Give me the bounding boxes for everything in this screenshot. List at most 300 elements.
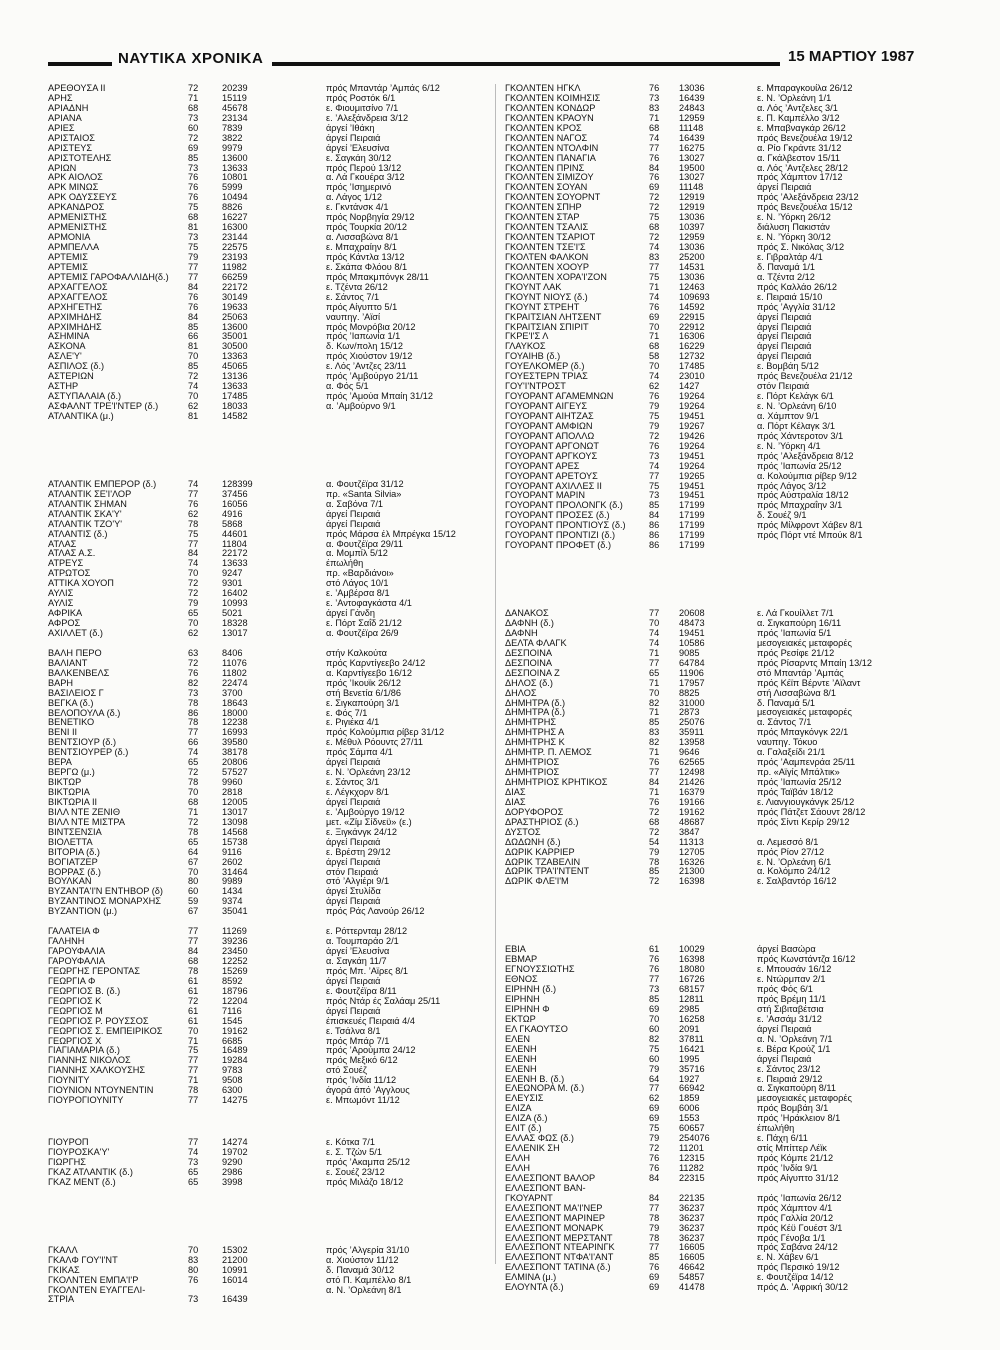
ship-position: άργεί Πειραιά	[757, 321, 812, 332]
ship-row	[48, 579, 488, 589]
build-year: 77	[188, 926, 199, 937]
ship-position: α. Τουμπαράο 2/1	[326, 936, 399, 947]
ship-position: άργεί ’Ελευσίνα	[326, 142, 390, 153]
tonnage: 68157	[679, 984, 705, 995]
build-year: 84	[649, 1172, 660, 1183]
build-year: 65	[188, 1176, 199, 1187]
ship-row	[48, 193, 488, 203]
build-year: 76	[188, 182, 199, 193]
ship-row	[505, 1025, 955, 1035]
tonnage: 16993	[222, 727, 248, 738]
build-year: 76	[188, 192, 199, 203]
ship-row	[48, 937, 488, 947]
build-year: 68	[649, 341, 660, 352]
ship-position: α. Σαβόνα 7/1	[326, 498, 384, 509]
ship-name: ΓΕΩΡΓΙΟΣ Κ	[48, 995, 102, 1006]
tonnage: 16439	[679, 132, 705, 143]
build-year: 72	[188, 132, 199, 143]
build-year: 76	[649, 391, 660, 402]
ship-row	[48, 1295, 488, 1305]
tonnage: 13036	[679, 271, 705, 282]
ship-position: έπισκευές Πειραιά 4/4	[326, 1015, 415, 1026]
ship-name: ΓΚΟΛΝΤΕΝ ΚΡΟΣ	[505, 122, 582, 133]
ship-position: ε. Βομβάη 5/12	[757, 361, 819, 372]
build-year: 79	[188, 251, 199, 262]
tonnage: 14275	[222, 1095, 248, 1106]
tonnage: 48473	[679, 618, 705, 628]
ship-name: ΕΛΛΕΣΠΟΝΤ ΝΤΦΑ'Ι'ΑΝΤ	[505, 1252, 614, 1263]
ship-name: ΓΛΑΥΚΟΣ	[505, 341, 546, 352]
ship-row	[48, 84, 488, 94]
ship-name: ΓΚΟΛΝΤΕΝ ΚΡΑΟΥΝ	[505, 112, 594, 123]
ship-position: α. Κολούμπια ρίβερ 9/12	[757, 470, 857, 481]
tonnage: 11313	[679, 836, 704, 847]
ship-row	[48, 1286, 488, 1296]
tonnage: 30149	[222, 291, 248, 302]
ship-name: ΓΟΥΟΡΑΝΤ ΠΡΟΛΟΝΓΚ (δ.)	[505, 500, 623, 511]
build-year: 77	[649, 974, 660, 985]
build-year: 68	[188, 956, 199, 966]
ship-row	[48, 629, 488, 639]
ship-name: ΓΟΥΟΡΑΝΤ ΑΓΑΜΕΜΝΩΝ	[505, 391, 614, 402]
ship-position: πρός Ταϊβάν 18/12	[757, 786, 834, 797]
build-year: 77	[649, 261, 660, 272]
ship-row	[48, 679, 488, 689]
build-year: 75	[649, 212, 660, 223]
ship-name: ΔΗΜΗΤΡΑ (δ.)	[505, 697, 566, 708]
tonnage: 9301	[222, 578, 243, 589]
ship-position: πρός Πάτζετ Σάουντ 28/12	[757, 806, 866, 817]
tonnage: 4916	[222, 508, 243, 519]
ship-row	[48, 1066, 488, 1076]
build-year: 76	[649, 954, 660, 965]
ship-name: ΔΑΝΑΚΟΣ	[505, 608, 549, 619]
tonnage: 3822	[222, 132, 243, 143]
ship-position: ε. ’Αλεξάνδρεια 3/12	[326, 112, 409, 123]
ship-position: πρός Μπαχραΐην 3/1	[757, 500, 843, 511]
tonnage: 9247	[222, 568, 243, 579]
tonnage: 19264	[679, 401, 705, 411]
build-year: 68	[649, 122, 660, 133]
tonnage: 10397	[679, 222, 705, 233]
build-year: 77	[188, 538, 199, 549]
build-year: 65	[649, 667, 660, 678]
ship-name: ΕΛΛΕΣΠΟΝΤ ΜΕΡΣΤΑΝΤ	[505, 1232, 613, 1243]
ship-position: άγορά άπό ’Αγγλους	[326, 1085, 410, 1096]
ship-name: ΕΒΙΑ	[505, 944, 526, 955]
tonnage: 11148	[679, 122, 704, 133]
ship-name: ΔΙΑΣ	[505, 796, 526, 807]
ship-row	[48, 1148, 488, 1158]
ship-position: α. Σαγκάη 11/7	[326, 956, 387, 966]
ship-position: πρός Μίλφροντ Χάβεν 8/1	[757, 520, 863, 531]
ship-position: πρός Φός 6/1	[757, 984, 813, 995]
build-year: 80	[188, 1264, 199, 1275]
ship-name: ΑΡΕΘΟΥΣΑ ΙΙ	[48, 83, 106, 93]
ship-position: πρός Αύστραλία 18/12	[757, 490, 849, 501]
ship-name: ΔΕΣΠΟΙΝΑ	[505, 657, 553, 668]
build-year: 84	[649, 510, 660, 521]
ship-row	[48, 569, 488, 579]
ship-name: ΒΙΚΤΩΡΙΑ	[48, 787, 90, 797]
ship-position: πρός Γένοβα 1/1	[757, 1232, 826, 1243]
ship-position: α. Σιγκαπούρη 8/11	[757, 1083, 836, 1094]
ship-position: πρός ’Ιαπωνία 5/1	[757, 627, 832, 638]
ship-position: ε. Ν. ’Ορλεάνη 6/10	[757, 401, 837, 411]
tonnage: 13098	[222, 816, 248, 827]
ship-position: πρός Χάμπτον 4/1	[757, 1202, 833, 1213]
ship-name: ΕΛΕΝΗ	[505, 1053, 537, 1064]
build-year: 69	[649, 1103, 660, 1114]
ship-row	[505, 1104, 955, 1114]
ship-position: πρός ’Ινδία 11/12	[326, 1075, 397, 1086]
build-year: 71	[649, 112, 660, 123]
ship-position: α. Καρντίγεεβο 16/12	[326, 667, 412, 678]
ship-name: ΓΚΟΛΝΤΕΝ ΣΠΗΡ	[505, 202, 582, 213]
ship-name: ΔΩΔΩΝΗ (δ.)	[505, 836, 561, 847]
ship-row	[505, 985, 955, 995]
tonnage: 35716	[679, 1063, 705, 1074]
tonnage: 13600	[222, 152, 248, 163]
tonnage: 10586	[679, 637, 705, 648]
tonnage: 16439	[679, 92, 705, 103]
build-year: 72	[188, 767, 199, 778]
ship-row	[48, 1276, 488, 1286]
ship-row	[48, 1256, 488, 1266]
ship-name: ΔΕΛΤΑ ΦΛΑΓΚ	[505, 637, 567, 648]
build-year: 61	[188, 985, 199, 996]
ship-name: ΓΕΩΡΓΙΟΣ Χ	[48, 1035, 102, 1046]
tonnage: 12705	[679, 846, 705, 857]
ship-row	[48, 124, 488, 134]
build-year: 70	[649, 361, 660, 372]
ship-name: ΒΕΝΕΤΙΚΟ	[48, 717, 95, 728]
tonnage: 19451	[679, 480, 705, 491]
tonnage: 21300	[679, 866, 705, 877]
ship-name: ΑΤΛΑΣ	[48, 538, 77, 549]
ship-name: ΓΚΟΛΝΤΕΝ ΣΤΑΡ	[505, 212, 580, 223]
build-year: 71	[649, 707, 660, 718]
ship-row	[505, 323, 955, 333]
ship-row	[505, 629, 955, 639]
ship-position: στό Μπαντάρ ’Αμπάς	[757, 667, 844, 678]
tonnage: 19166	[679, 796, 705, 807]
build-year: 77	[649, 1202, 660, 1213]
tonnage: 45065	[222, 361, 248, 372]
ship-position: α. Λάγος 1/12	[326, 192, 382, 203]
build-year: 72	[649, 430, 660, 441]
ship-row	[48, 323, 488, 333]
ship-name: ΓΟΥΟΡΑΝΤ ΑΡΓΟΝΩΤ	[505, 440, 599, 451]
ship-position: πρ. «Santa Silvia»	[326, 488, 402, 499]
build-year: 60	[649, 1053, 660, 1064]
ship-position: δ. Σουέζ 9/1	[757, 510, 807, 521]
tonnage: 35001	[222, 331, 248, 342]
ship-name: ΑΡΧΗΓΕΤΗΣ	[48, 301, 103, 312]
build-year: 78	[188, 717, 199, 728]
ship-name: ΓΙΑΓΙΑΜΑΡΙΑ (δ.)	[48, 1045, 120, 1056]
ship-row	[505, 1094, 955, 1104]
ship-row	[48, 907, 488, 917]
ship-name: ΓΟΥΕΛΚΟΜΕΡ (δ.)	[505, 361, 585, 372]
build-year: 84	[188, 281, 199, 292]
ship-position: ε. Γκντάνσκ 4/1	[326, 202, 389, 213]
ship-row	[505, 332, 955, 342]
tonnage: 12252	[222, 956, 248, 966]
ship-name: ΑΡΜΕΝΙΣΤΗΣ	[48, 222, 107, 233]
ship-position: πρός Καρντίγεεβο 24/12	[326, 657, 426, 668]
ship-name: ΕΛΛΕΣΠΟΝΤ ΜΑΡΙΝΕΡ	[505, 1212, 605, 1223]
tonnage: 6685	[222, 1035, 243, 1046]
ship-row	[48, 352, 488, 362]
ship-row	[505, 1055, 955, 1065]
tonnage: 16014	[222, 1274, 248, 1285]
build-year: 83	[649, 727, 660, 738]
ship-position: α. ’Αμβούρνο 9/1	[326, 401, 396, 411]
tonnage: 3998	[222, 1176, 243, 1187]
build-year: 81	[188, 222, 199, 233]
build-year: 79	[649, 1222, 660, 1233]
ship-position: πρός Μπαγκόνγκ 22/1	[757, 727, 849, 738]
tonnage: 14274	[222, 1137, 248, 1148]
ship-name: ΒΑΛΙΑΝΤ	[48, 657, 88, 668]
ship-position: δ. Παναμά 1/1	[757, 261, 816, 272]
ship-row	[48, 589, 488, 599]
tonnage: 24843	[679, 102, 705, 113]
build-year: 66	[188, 331, 199, 342]
tonnage: 46642	[679, 1262, 705, 1273]
ship-row	[48, 559, 488, 569]
ship-name: ΕΙΡΗΝΗ (δ.)	[505, 984, 557, 995]
tonnage: 22135	[679, 1192, 705, 1203]
ship-name: ΓΚΑΛΦ ΓΟΥ'Ι'ΝΤ	[48, 1254, 118, 1265]
ship-position: πρός ’Αρούμπα 24/12	[326, 1045, 416, 1056]
tonnage: 13027	[679, 152, 705, 163]
ship-row	[505, 1045, 955, 1055]
ship-position: μετ. «Ζίμ Σίδνεϋ» (ε.)	[326, 816, 412, 827]
build-year: 72	[188, 83, 199, 93]
tonnage: 19451	[679, 410, 705, 421]
build-year: 77	[188, 936, 199, 947]
ship-name: ΕΓΝΟΥΣΣΙΩΤΗΣ	[505, 964, 575, 975]
build-year: 76	[649, 757, 660, 768]
tonnage: 17199	[679, 540, 705, 551]
ship-position: α. Ρίο Γκράντε 31/12	[757, 142, 842, 153]
ship-name: ΓΚΟΛΤΕΝ ΦΑΛΚΟΝ	[505, 251, 589, 262]
ship-name: ΔΗΛΟΣ	[505, 687, 537, 698]
ship-name: ΑΡΧΙΜΗΔΗΣ	[48, 321, 102, 332]
build-year: 78	[649, 1212, 660, 1223]
build-year: 70	[649, 687, 660, 698]
build-year: 62	[188, 627, 199, 638]
tonnage: 22912	[679, 321, 705, 332]
tonnage: 10993	[222, 598, 248, 609]
ship-name: ΒΙΛΛ ΝΤΕ ΖΕΝΙΘ	[48, 806, 121, 817]
ship-name: ΒΕΝΤΣΙΟΥΡ (δ.)	[48, 737, 117, 748]
tonnage: 8592	[222, 975, 243, 986]
ship-position: πρός Μπ. ’Αϊρες 8/1	[326, 965, 409, 976]
tonnage: 2873	[679, 707, 700, 718]
build-year: 65	[188, 1166, 199, 1177]
tonnage: 11982	[222, 261, 247, 272]
build-year: 72	[649, 1143, 660, 1154]
build-year: 71	[649, 281, 660, 292]
ship-row	[505, 718, 955, 728]
ship-row	[48, 967, 488, 977]
ship-position: ε. Κότκα 7/1	[326, 1137, 375, 1148]
build-year: 77	[649, 1083, 660, 1094]
tonnage: 18643	[222, 697, 248, 708]
ship-row	[505, 659, 955, 669]
ship-position: πρός Ρίον 27/12	[757, 846, 825, 857]
ship-row	[505, 975, 955, 985]
tonnage: 19500	[679, 162, 705, 173]
ship-row	[505, 699, 955, 709]
build-year: 75	[649, 480, 660, 491]
ship-name: ΑΡΤΕΜΙΣ	[48, 261, 88, 272]
tonnage: 12463	[679, 281, 705, 292]
ship-row	[48, 173, 488, 183]
ship-name: ΑΥΛΙΣ	[48, 588, 74, 599]
ship-name: ΒΕΝΤΣΙΟΥΡΕΡ (δ.)	[48, 747, 129, 758]
ship-row	[48, 778, 488, 788]
tonnage: 11906	[679, 667, 704, 678]
ship-row	[505, 995, 955, 1005]
ship-row	[48, 1027, 488, 1037]
ship-position: πρός Κέϊπ Βέρντε ’Αϊλαντ	[757, 677, 861, 688]
ship-position: πρός Δ. ’Αφρική 30/12	[757, 1282, 849, 1293]
ship-position: στή Βενετία 6/1/86	[326, 687, 401, 698]
ship-row	[505, 541, 955, 551]
tonnage: 66259	[222, 271, 248, 282]
ship-row	[48, 154, 488, 164]
ship-group	[505, 945, 955, 1293]
ship-name: ΒΥΖΑΝΤΙΟΝ (μ.)	[48, 906, 118, 917]
build-year: 76	[188, 172, 199, 183]
build-year: 77	[188, 1095, 199, 1106]
tonnage: 12005	[222, 796, 248, 807]
ship-position: πρός Βενεζουέλα 21/12	[757, 371, 853, 382]
tonnage: 9783	[222, 1065, 243, 1076]
ship-name: ΑΣΦΑΛΝΤ ΤΡΕ'Ι'ΝΤΕΡ (δ.)	[48, 401, 159, 411]
ship-position: πρός Χάμπτον 17/12	[757, 172, 843, 183]
tonnage: 35041	[222, 906, 248, 917]
tonnage: 17485	[679, 361, 705, 372]
tonnage: 14582	[222, 410, 248, 421]
ship-position: α. Λισσαβώνα 8/1	[326, 232, 399, 243]
build-year: 62	[649, 381, 660, 392]
ship-name: ΓΟΥΑΙΗΒ (δ.)	[505, 351, 561, 362]
ship-name: ΓΚΟΛΝΤΕΝ ΠΡΙΝΣ	[505, 162, 585, 173]
build-year: 77	[649, 608, 660, 619]
tonnage: 20239	[222, 83, 248, 93]
build-year: 77	[188, 271, 199, 282]
ship-name: ΑΣΠΙΛΟΣ (δ.)	[48, 361, 105, 372]
ship-position: πρός Μιλάζο 18/12	[326, 1176, 404, 1187]
ship-name: ΒΙΚΤΩΡ	[48, 777, 82, 788]
ship-position: στήν Καλκούτα	[326, 647, 387, 658]
ship-name: ΓΟΥΟΡΑΝΤ ΑΧΙΛΛΕΣ ΙΙ	[505, 480, 602, 491]
ship-row	[48, 362, 488, 372]
ship-name: ΑΡΤΕΜΙΣ ΓΑΡΟΦΑΛΛΙΔΗ(δ.)	[48, 271, 169, 282]
tonnage: 19162	[222, 1025, 248, 1036]
ship-position: ε. Γιβραλτάρ 4/1	[757, 251, 823, 262]
ship-position: α. Κολόμπο 24/12	[757, 866, 831, 877]
ship-position: ε. Σάντος 23/12	[757, 1063, 821, 1074]
build-year: 72	[188, 816, 199, 827]
build-year: 78	[649, 856, 660, 867]
ship-name: ΒΕΝΙ ΙΙ	[48, 727, 78, 738]
tonnage: 13958	[679, 737, 705, 748]
tonnage: 16421	[679, 1043, 705, 1054]
tonnage: 15269	[222, 965, 248, 976]
ship-position: πρός Αίγυπτο 5/1	[326, 301, 398, 312]
ship-name: ΓΚΟΛΝΤΕΝ ΚΟΙΜΗΣΙΣ	[505, 92, 601, 103]
ship-position: ε. Πειραιά 29/12	[757, 1073, 823, 1084]
ship-position: α. Λεμεσσό 8/1	[757, 836, 819, 847]
ship-position: μεσογειακές μεταφορές	[757, 637, 852, 648]
ship-name: ΓΚΡΕ'Ι'Σ Λ	[505, 331, 549, 342]
build-year: 79	[649, 401, 660, 411]
build-year: 61	[188, 1005, 199, 1016]
build-year: 73	[188, 162, 199, 173]
ship-name: ΑΤΛΑΝΤΙΚ ΣΕ'Ι'ΛΟΡ	[48, 488, 132, 499]
build-year: 74	[188, 1147, 199, 1157]
tonnage: 19264	[679, 391, 705, 402]
ship-row	[48, 848, 488, 858]
tonnage: 19264	[679, 460, 705, 471]
ship-name: ΒΑΛΗ ΠΕΡΟ	[48, 647, 102, 658]
ship-row	[48, 412, 488, 422]
tonnage: 11269	[222, 926, 247, 937]
ship-group	[505, 609, 955, 887]
ship-position: α. Χιούστον 11/12	[326, 1254, 399, 1265]
ship-name: ΔΗΜΗΤΡΑ (δ.)	[505, 707, 566, 718]
ship-name: ΕΛΕΥΣΙΣ	[505, 1093, 544, 1104]
build-year: 74	[649, 371, 660, 382]
tonnage: 3847	[679, 826, 700, 837]
build-year: 78	[188, 518, 199, 529]
ship-name: ΔΗΜΗΤΡ. Π. ΛΕΜΟΣ	[505, 747, 592, 758]
ship-position: ε. Ν. ’Υόρκη 26/12	[757, 212, 831, 223]
build-year: 68	[649, 222, 660, 233]
ship-name: ΑΡΜΟΝΙΑ	[48, 232, 91, 243]
ship-position: ε. Ριγιέκα 4/1	[326, 717, 380, 728]
build-year: 75	[188, 528, 199, 539]
ship-position: ε. Ν. Χάβεν 6/1	[757, 1252, 819, 1263]
build-year: 72	[649, 876, 660, 887]
build-year: 77	[649, 142, 660, 153]
ship-row	[505, 372, 955, 382]
build-year: 86	[188, 707, 199, 718]
tonnage: 18796	[222, 985, 248, 996]
ship-name: ΓΚΟΛΝΤΕΝ ΗΓΚΛ	[505, 83, 581, 93]
ship-position: α. Φός 5/1	[326, 381, 369, 392]
ship-name: ΒΙΛΛ ΝΤΕ ΜΙΣΤΡΑ	[48, 816, 125, 827]
build-year: 72	[649, 806, 660, 817]
ship-row	[48, 1138, 488, 1148]
ship-position: ε. Πειραιά 15/10	[757, 291, 823, 302]
build-year: 69	[649, 182, 660, 193]
tonnage: 1545	[222, 1015, 243, 1026]
issue-date: 15 ΜΑΡΤΙΟΥ 1987	[788, 48, 915, 65]
tonnage: 35911	[679, 727, 704, 738]
ship-position: πρός ’Ισημερινό	[326, 182, 392, 193]
ship-name: ΑΡΚΑΝΔΡΟΣ	[48, 202, 105, 213]
ship-position: άργεί Πειραιά	[757, 331, 812, 342]
ship-name: ΑΡΚ ΑΙΟΛΟΣ	[48, 172, 103, 183]
build-year: 76	[649, 301, 660, 312]
